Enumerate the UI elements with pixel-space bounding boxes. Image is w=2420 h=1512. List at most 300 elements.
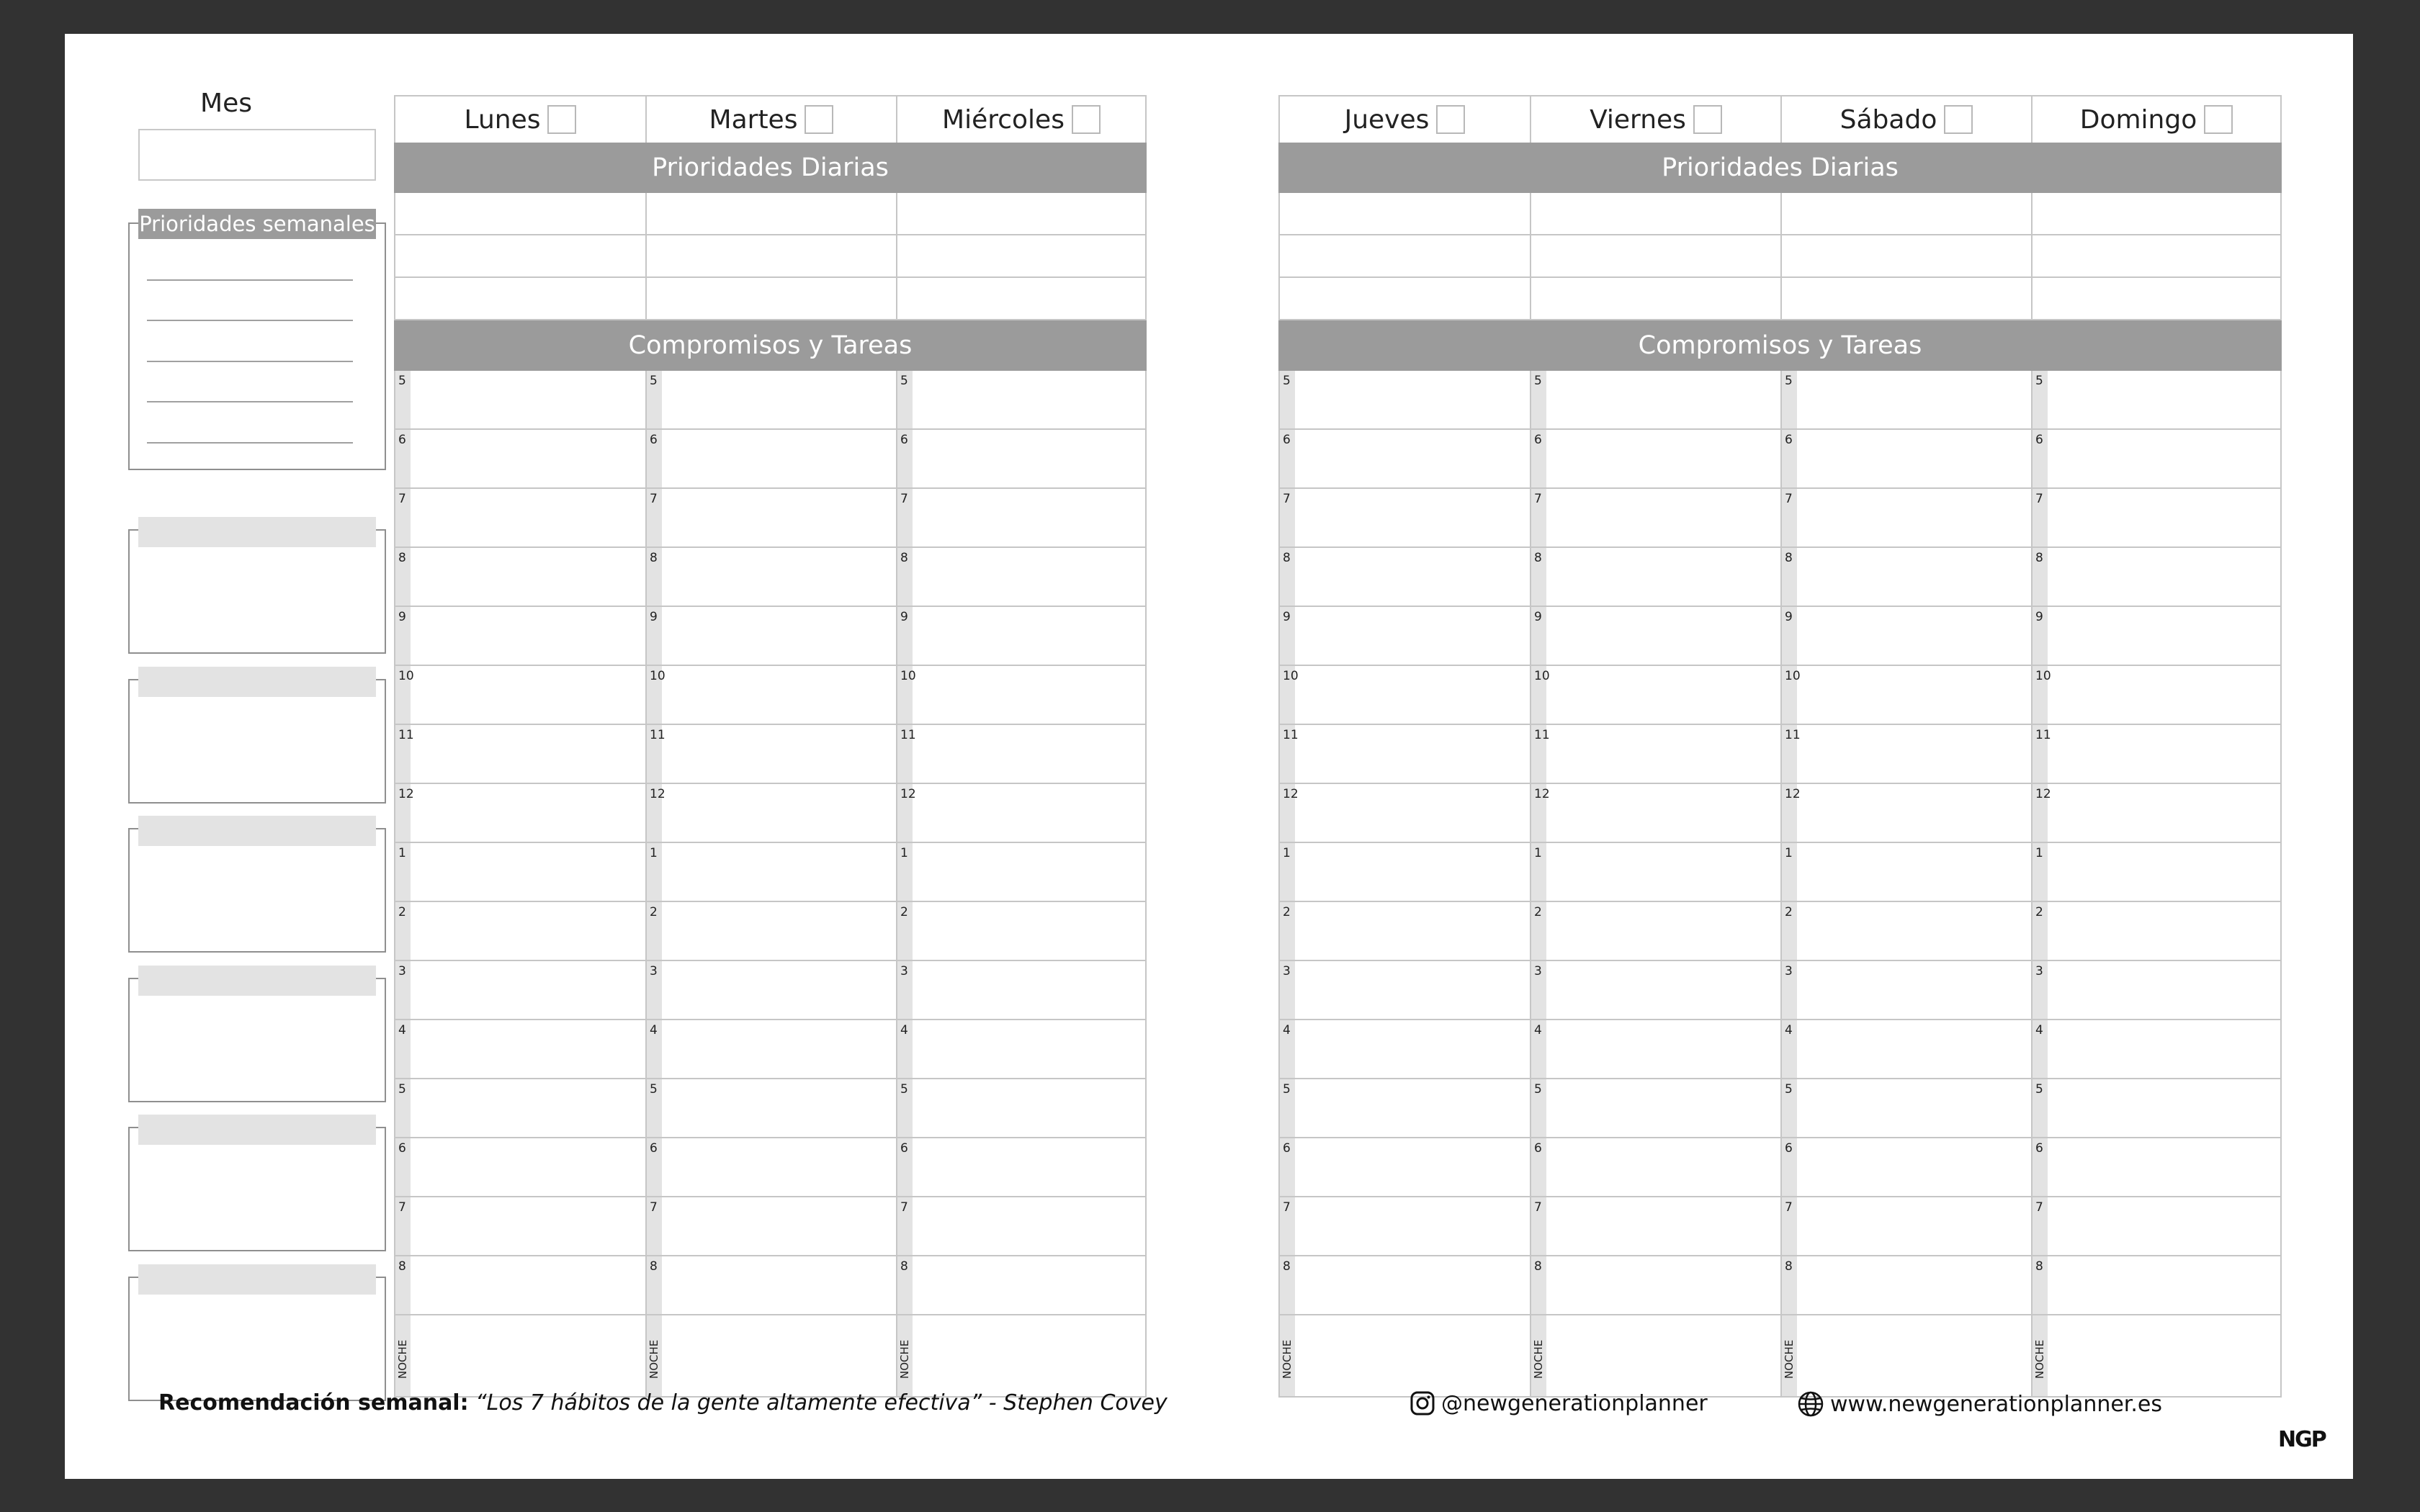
daily-priority-row[interactable] — [395, 235, 645, 278]
hour-slot[interactable] — [1782, 902, 2031, 961]
hour-slot[interactable] — [1782, 489, 2031, 548]
hour-label: 12 — [650, 787, 666, 801]
hour-slot[interactable] — [2033, 430, 2280, 489]
hour-slot[interactable] — [647, 843, 896, 902]
hour-slot[interactable] — [1280, 1079, 1530, 1138]
sidebar-note-header — [138, 816, 376, 846]
hour-label: 5 — [1534, 1082, 1542, 1097]
weekly-priorities-box[interactable] — [128, 222, 386, 470]
daily-priority-row[interactable] — [1782, 278, 2031, 320]
day-name: Martes — [709, 104, 798, 135]
day-header — [1280, 95, 1530, 143]
hour-label: 4 — [900, 1023, 908, 1038]
hour-label: 8 — [398, 551, 406, 565]
recommendation-author: - Stephen Covey — [982, 1390, 1168, 1416]
hour-slot[interactable] — [1280, 666, 1530, 725]
daily-priority-row[interactable] — [1531, 235, 1780, 278]
hour-label: 6 — [1534, 1141, 1542, 1156]
sidebar-note-box[interactable] — [128, 828, 386, 953]
day-column-martes — [645, 95, 896, 1398]
planner-page — [65, 34, 2353, 1479]
hour-label: 6 — [398, 1141, 406, 1156]
hour-slot[interactable] — [1782, 607, 2031, 666]
hour-slot[interactable] — [1531, 1197, 1780, 1256]
hour-slot[interactable] — [897, 489, 1145, 548]
daily-priority-row[interactable] — [897, 235, 1145, 278]
globe-icon — [1797, 1390, 1824, 1418]
hour-slot[interactable] — [647, 1079, 896, 1138]
day-header — [897, 95, 1145, 143]
tasks-title: Compromisos y Tareas — [1278, 320, 2282, 371]
day-header — [1531, 95, 1780, 143]
hour-slot[interactable] — [2033, 548, 2280, 607]
hour-slot[interactable] — [1531, 548, 1780, 607]
weekly-priority-line — [147, 442, 353, 444]
hour-slot[interactable] — [1531, 371, 1780, 430]
hour-label: 7 — [650, 1200, 658, 1215]
hour-slot[interactable] — [647, 1138, 896, 1197]
month-label: Mes — [200, 89, 252, 118]
hour-label: 7 — [398, 1200, 406, 1215]
day-column-domingo — [2031, 95, 2282, 1398]
hour-label: 3 — [650, 964, 658, 978]
sidebar-note-box[interactable] — [128, 978, 386, 1102]
hour-slot[interactable] — [395, 371, 645, 430]
hour-slot[interactable] — [395, 430, 645, 489]
day-column-viernes — [1530, 95, 1780, 1398]
hour-slot[interactable] — [1782, 430, 2031, 489]
hour-label: 9 — [398, 610, 406, 624]
hour-label: 7 — [1283, 492, 1291, 506]
hour-slot[interactable] — [1280, 430, 1530, 489]
hour-slot[interactable] — [2033, 371, 2280, 430]
hour-slot[interactable] — [2033, 666, 2280, 725]
weekly-priority-line — [147, 279, 353, 281]
hour-slot[interactable] — [647, 725, 896, 784]
hour-label: 7 — [1785, 492, 1793, 506]
daily-priority-row[interactable] — [1782, 235, 2031, 278]
daily-priorities-title: Prioridades Diarias — [394, 143, 1147, 193]
hour-slot[interactable] — [2033, 607, 2280, 666]
hour-label: 4 — [398, 1023, 406, 1038]
hour-label: 11 — [650, 728, 666, 742]
hour-slot[interactable] — [897, 1197, 1145, 1256]
hour-label: 8 — [1785, 551, 1793, 565]
hour-label: 3 — [398, 964, 406, 978]
website-link[interactable] — [1797, 1390, 2162, 1418]
hour-label: 3 — [2035, 964, 2043, 978]
hour-label: 12 — [398, 787, 414, 801]
hour-slot[interactable] — [1531, 725, 1780, 784]
hour-slot[interactable] — [395, 489, 645, 548]
hour-slot[interactable] — [2033, 784, 2280, 843]
hour-label: 9 — [2035, 610, 2043, 624]
month-input-box[interactable] — [138, 129, 376, 181]
hour-slot[interactable] — [897, 725, 1145, 784]
hour-label: 5 — [398, 1082, 406, 1097]
hour-label: 8 — [1785, 1259, 1793, 1274]
night-label: NOCHE — [898, 1339, 911, 1379]
hour-slot[interactable] — [897, 1020, 1145, 1079]
hour-slot[interactable] — [395, 725, 645, 784]
night-slot[interactable] — [647, 1315, 896, 1398]
weekly-priority-line — [147, 320, 353, 321]
hour-label: 6 — [650, 1141, 658, 1156]
daily-priority-row[interactable] — [1782, 193, 2031, 235]
hour-slot[interactable] — [1531, 607, 1780, 666]
day-column-sabado — [1780, 95, 2031, 1398]
hour-label: 11 — [398, 728, 414, 742]
hour-label: 7 — [1534, 1200, 1542, 1215]
hour-label: 8 — [1534, 1259, 1542, 1274]
hour-label: 12 — [1283, 787, 1299, 801]
hour-label: 4 — [2035, 1023, 2043, 1038]
hour-label: 7 — [2035, 492, 2043, 506]
hour-slot[interactable] — [647, 1197, 896, 1256]
hour-slot[interactable] — [1280, 489, 1530, 548]
hour-slot[interactable] — [1782, 1020, 2031, 1079]
night-label: NOCHE — [1532, 1339, 1545, 1379]
daily-priority-row[interactable] — [2033, 193, 2280, 235]
hour-slot[interactable] — [2033, 843, 2280, 902]
sidebar-note-header — [138, 1264, 376, 1295]
day-name: Sábado — [1839, 104, 1937, 135]
hour-slot[interactable] — [897, 902, 1145, 961]
hour-label: 5 — [900, 1082, 908, 1097]
daily-priority-row[interactable] — [647, 278, 896, 320]
hour-slot[interactable] — [395, 961, 645, 1020]
hour-slot[interactable] — [647, 902, 896, 961]
hour-label: 6 — [1283, 433, 1291, 447]
hour-slot[interactable] — [395, 548, 645, 607]
night-slot[interactable] — [1280, 1315, 1530, 1398]
hour-slot[interactable] — [395, 843, 645, 902]
hour-label: 7 — [1785, 1200, 1793, 1215]
hour-label: 5 — [398, 374, 406, 388]
hour-slot[interactable] — [1531, 1256, 1780, 1315]
hour-label: 1 — [900, 846, 908, 860]
hour-slot[interactable] — [897, 1079, 1145, 1138]
hour-slot[interactable] — [1280, 371, 1530, 430]
hour-label: 8 — [1534, 551, 1542, 565]
hour-slot[interactable] — [1531, 961, 1780, 1020]
hour-slot[interactable] — [2033, 1197, 2280, 1256]
daily-priority-row[interactable] — [2033, 235, 2280, 278]
hour-label: 2 — [900, 905, 908, 919]
hour-label: 6 — [1534, 433, 1542, 447]
hour-slot[interactable] — [647, 961, 896, 1020]
night-label: NOCHE — [1783, 1339, 1796, 1379]
hour-label: 12 — [900, 787, 916, 801]
hour-label: 10 — [398, 669, 414, 683]
hour-label: 12 — [1785, 787, 1801, 801]
night-slot[interactable] — [2033, 1315, 2280, 1398]
day-checkbox[interactable] — [805, 105, 833, 134]
hour-slot[interactable] — [1782, 725, 2031, 784]
hour-label: 7 — [2035, 1200, 2043, 1215]
hour-slot[interactable] — [647, 430, 896, 489]
hour-label: 2 — [2035, 905, 2043, 919]
hour-slot[interactable] — [1782, 784, 2031, 843]
sidebar-note-header — [138, 966, 376, 996]
hour-slot[interactable] — [1782, 1138, 2031, 1197]
hour-label: 11 — [1283, 728, 1299, 742]
day-header — [395, 95, 645, 143]
hour-slot[interactable] — [1531, 843, 1780, 902]
hour-slot[interactable] — [395, 1256, 645, 1315]
day-name: Domingo — [2079, 104, 2197, 135]
hour-label: 12 — [2035, 787, 2051, 801]
hour-label: 2 — [1785, 905, 1793, 919]
hour-slot[interactable] — [647, 548, 896, 607]
hour-slot[interactable] — [1782, 843, 2031, 902]
hour-slot[interactable] — [647, 371, 896, 430]
hour-label: 5 — [1785, 1082, 1793, 1097]
hour-slot[interactable] — [1782, 961, 2031, 1020]
hour-slot[interactable] — [395, 1020, 645, 1079]
hour-label: 8 — [650, 551, 658, 565]
hour-label: 6 — [398, 433, 406, 447]
hour-label: 6 — [650, 433, 658, 447]
hour-slot[interactable] — [1280, 1020, 1530, 1079]
hour-label: 11 — [1785, 728, 1801, 742]
hour-label: 9 — [1534, 610, 1542, 624]
hour-label: 7 — [398, 492, 406, 506]
hour-slot[interactable] — [2033, 725, 2280, 784]
hour-slot[interactable] — [647, 666, 896, 725]
hour-label: 6 — [2035, 1141, 2043, 1156]
day-header — [1782, 95, 2031, 143]
hour-slot[interactable] — [1531, 430, 1780, 489]
hour-label: 3 — [900, 964, 908, 978]
hour-label: 10 — [1785, 669, 1801, 683]
hour-slot[interactable] — [395, 666, 645, 725]
recommendation-label: Recomendación semanal: — [158, 1390, 469, 1416]
hour-label: 3 — [1283, 964, 1291, 978]
day-name: Miércoles — [942, 104, 1065, 135]
weekly-priority-line — [147, 401, 353, 402]
hour-slot[interactable] — [2033, 1138, 2280, 1197]
hour-slot[interactable] — [1531, 1020, 1780, 1079]
hour-slot[interactable] — [897, 430, 1145, 489]
hour-slot[interactable] — [647, 1256, 896, 1315]
hour-slot[interactable] — [897, 371, 1145, 430]
day-checkbox[interactable] — [2204, 105, 2233, 134]
hour-slot[interactable] — [1280, 843, 1530, 902]
hour-label: 1 — [650, 846, 658, 860]
hour-slot[interactable] — [647, 1020, 896, 1079]
day-header — [647, 95, 896, 143]
hour-slot[interactable] — [1280, 902, 1530, 961]
hour-slot[interactable] — [395, 1079, 645, 1138]
hour-slot[interactable] — [395, 607, 645, 666]
hour-slot[interactable] — [1280, 784, 1530, 843]
sidebar-note-box[interactable] — [128, 1277, 386, 1401]
hour-slot[interactable] — [2033, 1256, 2280, 1315]
hour-label: 4 — [1785, 1023, 1793, 1038]
hour-label: 7 — [900, 492, 908, 506]
hour-slot[interactable] — [897, 784, 1145, 843]
daily-priority-row[interactable] — [1280, 193, 1530, 235]
hour-label: 11 — [1534, 728, 1550, 742]
hour-slot[interactable] — [1531, 902, 1780, 961]
hour-slot[interactable] — [1782, 666, 2031, 725]
daily-priority-row[interactable] — [897, 193, 1145, 235]
night-label: NOCHE — [1281, 1339, 1294, 1379]
hour-slot[interactable] — [395, 784, 645, 843]
hour-label: 4 — [1534, 1023, 1542, 1038]
recommendation-book: “Los 7 hábitos de la gente altamente efectiva” — [475, 1390, 982, 1416]
day-header — [2033, 95, 2280, 143]
daily-priority-row[interactable] — [1531, 278, 1780, 320]
hour-slot[interactable] — [1782, 1079, 2031, 1138]
hour-slot[interactable] — [395, 1138, 645, 1197]
hour-slot[interactable] — [1531, 1079, 1780, 1138]
hour-label: 1 — [1534, 846, 1542, 860]
hour-label: 7 — [650, 492, 658, 506]
sidebar-note-box[interactable] — [128, 679, 386, 804]
hour-slot[interactable] — [2033, 902, 2280, 961]
hour-label: 8 — [2035, 1259, 2043, 1274]
hour-label: 8 — [900, 1259, 908, 1274]
hour-slot[interactable] — [1280, 1138, 1530, 1197]
hour-label: 8 — [650, 1259, 658, 1274]
hour-label: 6 — [1785, 433, 1793, 447]
hour-label: 9 — [1785, 610, 1793, 624]
daily-priority-row[interactable] — [2033, 278, 2280, 320]
hour-label: 5 — [650, 1082, 658, 1097]
instagram-handle[interactable] — [1410, 1390, 1708, 1416]
hour-label: 1 — [1785, 846, 1793, 860]
hour-slot[interactable] — [647, 489, 896, 548]
hour-label: 5 — [2035, 374, 2043, 388]
day-checkbox[interactable] — [1072, 105, 1101, 134]
hour-label: 6 — [2035, 433, 2043, 447]
tasks-title: Compromisos y Tareas — [394, 320, 1147, 371]
day-checkbox[interactable] — [1436, 105, 1465, 134]
website-text: www.newgenerationplanner.es — [1830, 1391, 2163, 1417]
hour-label: 4 — [1283, 1023, 1291, 1038]
daily-priority-row[interactable] — [395, 278, 645, 320]
hour-slot[interactable] — [647, 607, 896, 666]
night-label: NOCHE — [647, 1339, 660, 1379]
daily-priorities-title: Prioridades Diarias — [1278, 143, 2282, 193]
hour-label: 7 — [900, 1200, 908, 1215]
hour-slot[interactable] — [897, 607, 1145, 666]
day-checkbox[interactable] — [1693, 105, 1722, 134]
hour-label: 5 — [1534, 374, 1542, 388]
daily-priority-row[interactable] — [897, 278, 1145, 320]
daily-priority-row[interactable] — [647, 193, 896, 235]
hour-slot[interactable] — [1531, 489, 1780, 548]
daily-priority-row[interactable] — [1531, 193, 1780, 235]
sidebar-note-box[interactable] — [128, 529, 386, 654]
hour-slot[interactable] — [1531, 784, 1780, 843]
hour-slot[interactable] — [2033, 1079, 2280, 1138]
hour-label: 10 — [1534, 669, 1550, 683]
hour-label: 9 — [650, 610, 658, 624]
hour-slot[interactable] — [2033, 961, 2280, 1020]
hour-label: 10 — [2035, 669, 2051, 683]
sidebar-note-box[interactable] — [128, 1127, 386, 1251]
daily-priority-row[interactable] — [1280, 278, 1530, 320]
hour-slot[interactable] — [647, 784, 896, 843]
hour-label: 8 — [398, 1259, 406, 1274]
hour-label: 8 — [1283, 1259, 1291, 1274]
hour-slot[interactable] — [1531, 1138, 1780, 1197]
hour-label: 10 — [650, 669, 666, 683]
hour-slot[interactable] — [897, 1138, 1145, 1197]
day-column-miercoles — [896, 95, 1147, 1398]
hour-label: 3 — [1785, 964, 1793, 978]
night-slot[interactable] — [1531, 1315, 1780, 1398]
hour-label: 2 — [398, 905, 406, 919]
hour-slot[interactable] — [1782, 1256, 2031, 1315]
hour-slot[interactable] — [2033, 1020, 2280, 1079]
hour-slot[interactable] — [2033, 489, 2280, 548]
hour-label: 2 — [650, 905, 658, 919]
hour-slot[interactable] — [395, 902, 645, 961]
weekly-priority-line — [147, 361, 353, 362]
hour-slot[interactable] — [1531, 666, 1780, 725]
hour-slot[interactable] — [897, 548, 1145, 607]
hour-label: 9 — [900, 610, 908, 624]
night-slot[interactable] — [1782, 1315, 2031, 1398]
hour-slot[interactable] — [897, 843, 1145, 902]
ngp-logo: NGP — [2278, 1427, 2326, 1452]
hour-slot[interactable] — [395, 1197, 645, 1256]
day-checkbox[interactable] — [1944, 105, 1973, 134]
hour-slot[interactable] — [1782, 1197, 2031, 1256]
daily-priority-row[interactable] — [395, 193, 645, 235]
hour-slot[interactable] — [1782, 548, 2031, 607]
sidebar-note-header — [138, 517, 376, 547]
hour-slot[interactable] — [897, 1256, 1145, 1315]
hour-label: 2 — [1283, 905, 1291, 919]
hour-label: 5 — [1283, 1082, 1291, 1097]
hour-label: 8 — [1283, 551, 1291, 565]
daily-priority-row[interactable] — [647, 235, 896, 278]
hour-label: 6 — [900, 433, 908, 447]
hour-slot[interactable] — [897, 961, 1145, 1020]
hour-label: 5 — [650, 374, 658, 388]
daily-priority-row[interactable] — [1280, 235, 1530, 278]
hour-slot[interactable] — [1280, 548, 1530, 607]
hour-slot[interactable] — [1280, 607, 1530, 666]
day-name: Viernes — [1590, 104, 1686, 135]
hour-label: 11 — [2035, 728, 2051, 742]
night-slot[interactable] — [897, 1315, 1145, 1398]
hour-label: 9 — [1283, 610, 1291, 624]
night-label: NOCHE — [396, 1339, 409, 1379]
hour-slot[interactable] — [1280, 1256, 1530, 1315]
hour-label: 6 — [1785, 1141, 1793, 1156]
hour-label: 6 — [1283, 1141, 1291, 1156]
hour-label: 5 — [1785, 374, 1793, 388]
hour-label: 12 — [1534, 787, 1550, 801]
hour-slot[interactable] — [1280, 725, 1530, 784]
sidebar-note-header — [138, 667, 376, 697]
day-checkbox[interactable] — [547, 105, 576, 134]
hour-slot[interactable] — [1782, 371, 2031, 430]
instagram-icon — [1410, 1390, 1435, 1416]
hour-slot[interactable] — [1280, 1197, 1530, 1256]
hour-label: 8 — [2035, 551, 2043, 565]
hour-slot[interactable] — [1280, 961, 1530, 1020]
sidebar-note-header — [138, 1115, 376, 1145]
hour-slot[interactable] — [897, 666, 1145, 725]
night-slot[interactable] — [395, 1315, 645, 1398]
